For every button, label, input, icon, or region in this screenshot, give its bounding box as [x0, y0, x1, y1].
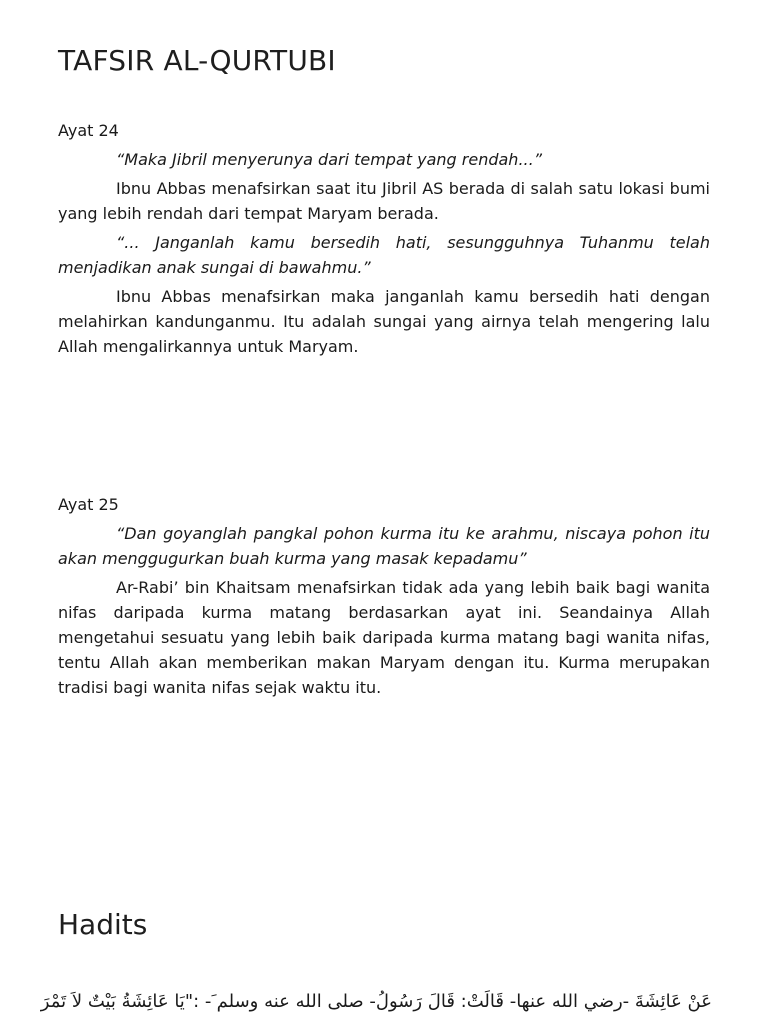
- hadits-heading: Hadits: [58, 908, 148, 941]
- section-ayat-24: [58, 118, 710, 363]
- ayat-label: Ayat 24: [58, 121, 119, 140]
- tafsir-paragraph: Ibnu Abbas menafsirkan saat itu Jibril AS berada di salah satu lokasi bumi yang lebih rendah dari tempat Maryam berada.: [58, 179, 710, 223]
- page-title: TAFSIR AL-QURTUBI: [58, 44, 336, 77]
- verse-quote: “Dan goyanglah pangkal pohon kurma itu ke arahmu, niscaya pohon itu akan menggugurkan buah kurma yang masak kepadamu”: [58, 524, 710, 568]
- tafsir-paragraph: Ar-Rabi’ bin Khaitsam menafsirkan tidak ada yang lebih baik bagi wanita nifas daripada kurma matang berdasarkan ayat ini. Seandainya Allah mengetahui sesuatu yang lebih baik daripada kurma matang bagi wanita nifas, tentu Allah akan memberikan makan Maryam dengan itu. Kurma merupakan tradisi bagi wanita nifas sejak waktu itu.: [58, 578, 710, 697]
- verse-quote: “... Janganlah kamu bersedih hati, sesungguhnya Tuhanmu telah menjadikan anak sungai di bawahmu.”: [58, 233, 710, 277]
- tafsir-paragraph: Ibnu Abbas menafsirkan maka janganlah kamu bersedih hati dengan melahirkan kandunganmu. Itu adalah sungai yang airnya telah mengering lalu Allah mengalirkannya untuk Maryam.: [58, 287, 710, 356]
- verse-quote: “Maka Jibril menyerunya dari tempat yang rendah...”: [116, 150, 542, 169]
- ayat-label: Ayat 25: [58, 495, 119, 514]
- hadits-arabic-text: عَنْ عَائِشَةَ -رضي الله عنها- قَالَتْ: قَالَ رَسُولُ- صلى الله عنه وسلم َ- :"يَا عَائِشَةُ بَيْتٌ لاَ تَمْرَ: [40, 991, 712, 1012]
- section-ayat-25: [58, 492, 710, 704]
